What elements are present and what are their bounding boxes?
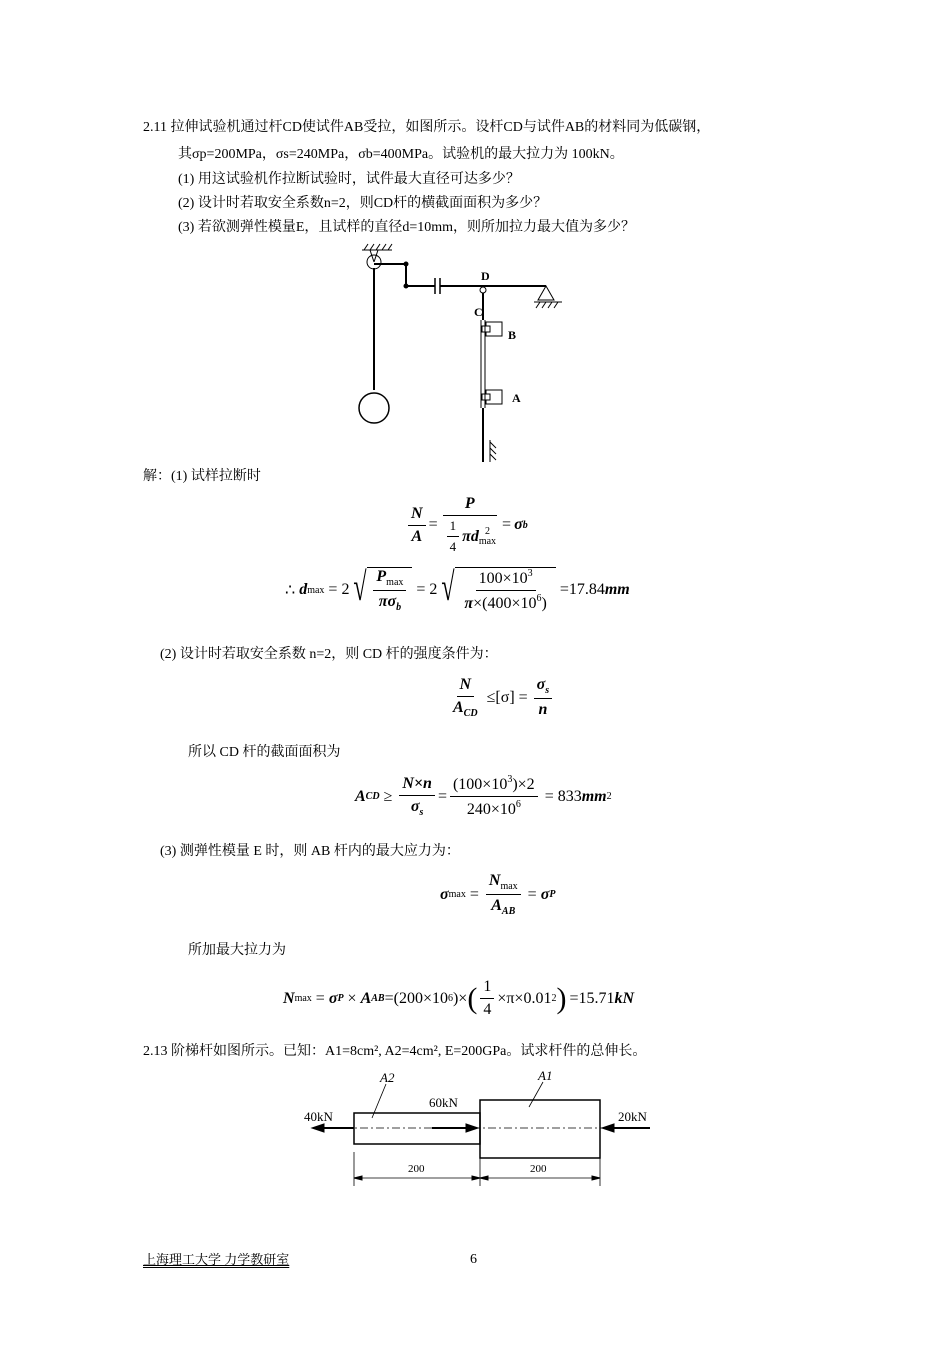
equation-4: A CD ≥ $\frac{N\times n}{\sigma_s}$ = $\frac{(100\times 10^3)\times 2}{240\times 10^6}$ = 833 mm 2 bbox=[355, 774, 612, 818]
problem-211-line2: 其σp=200MPa，σs=240MPa，σb=400MPa。试验机的最大拉力为 100kN。 bbox=[178, 147, 624, 162]
solution-part2-heading: (2) 设计时若取安全系数 n=2，则 CD 杆的强度条件为： bbox=[160, 647, 498, 662]
force-60kn: 60kN bbox=[429, 1095, 458, 1110]
equation-6: N max = σ P × A AB =(200×10 6 )× ( $\frac{1}{4}$ ×π×0.01 2 ) =15.71 kN bbox=[283, 978, 635, 1018]
testing-machine-figure bbox=[350, 240, 580, 470]
equation-5: σ max = $\frac{N_{max}}{A_{AB}}$ = σ P bbox=[440, 872, 556, 917]
label-a1: A1 bbox=[538, 1068, 553, 1083]
label-b: B bbox=[508, 328, 517, 342]
label-a2: A2 bbox=[380, 1070, 395, 1085]
solution-part2-cd-area-text: 所以 CD 杆的截面面积为 bbox=[188, 745, 341, 760]
problem-211-q1: (1) 用这试验机作拉断试验时，试件最大直径可达多少？ bbox=[178, 172, 520, 187]
force-20kn: 20kN bbox=[618, 1109, 647, 1124]
equation-3: $\frac{N}{A_{CD}}$ ≤[σ] = $\frac{\sigma_s}{n}$ bbox=[447, 676, 555, 719]
footer-institution: 上海理工大学 力学教研室 bbox=[143, 1252, 290, 1267]
page-number: 6 bbox=[470, 1252, 477, 1267]
solution-part1-heading: 解：(1) 试样拉断时 bbox=[143, 469, 261, 484]
dimension-200-left: 200 bbox=[408, 1163, 425, 1175]
problem-211-q3: (3) 若欲测弹性模量E，且试样的直径d=10mm，则所加拉力最大值为多少？ bbox=[178, 220, 636, 235]
solution-part3-max-force-text: 所加最大拉力为 bbox=[188, 943, 286, 958]
problem-211-line1: 2.11 拉伸试验机通过杆CD使试件AB受拉，如图所示。设杆CD与试件AB的材料同为低碳钢， bbox=[143, 120, 711, 135]
solution-part3-heading: (3) 测弹性模量 E 时，则 AB 杆内的最大应力为： bbox=[160, 844, 460, 859]
label-d: D bbox=[481, 269, 490, 283]
problem-213-text: 2.13 阶梯杆如图所示。已知：A1=8cm², A2=4cm², E=200GPa。试求杆件的总伸长。 bbox=[143, 1044, 647, 1059]
label-a: A bbox=[512, 391, 521, 405]
dimension-200-right: 200 bbox=[530, 1163, 547, 1175]
force-40kn: 40kN bbox=[304, 1109, 333, 1124]
equation-2: ∴ d max = 2 √ $\frac{P_{max}}{\pi\sigma_b}$ = 2 √ $\frac{100\times 10^3}{\pi\times(400\times 10^6)}$ =17.84 mm bbox=[285, 564, 630, 613]
stepped-bar-figure bbox=[298, 1062, 668, 1192]
label-c: C bbox=[474, 305, 483, 319]
equation-1: $\frac{N}{A}$ = P $\frac{1}{4}$ π d 2 max = σ b bbox=[405, 495, 528, 555]
problem-211-q2: (2) 设计时若取安全系数n=2，则CD杆的横截面面积为多少？ bbox=[178, 196, 548, 211]
